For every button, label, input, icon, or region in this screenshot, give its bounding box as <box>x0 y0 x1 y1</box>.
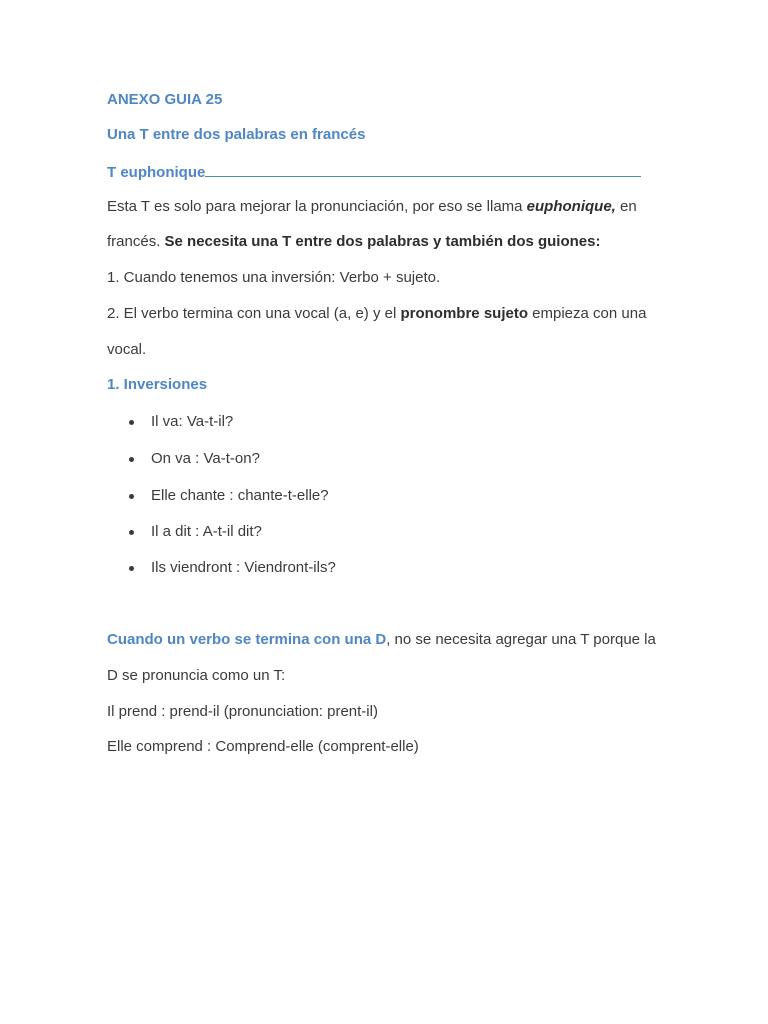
section-title-text: T euphonique <box>107 164 206 181</box>
list-item: On va : Va-t-on? <box>151 450 260 467</box>
intro-text-end: en <box>615 198 637 215</box>
bullet-icon <box>129 494 134 499</box>
inversions-title: 1. Inversiones <box>107 376 208 393</box>
rule-2 <box>107 305 646 323</box>
rule-2-text-end: empieza con una <box>528 305 647 322</box>
d-rule-highlight: Cuando un verbo se termina con una D <box>107 631 387 648</box>
intro-line-1 <box>107 198 637 216</box>
d-rule-line-2: D se pronuncia como un T: <box>107 667 286 684</box>
intro-line-2 <box>107 233 600 251</box>
annex-title: ANEXO GUIA 25 <box>107 91 223 108</box>
intro-text-2: francés. <box>107 233 165 250</box>
bullet-icon <box>129 566 134 571</box>
subtitle: Una T entre dos palabras en francés <box>107 126 366 143</box>
bullet-icon <box>129 420 134 425</box>
rule-1: 1. Cuando tenemos una inversión: Verbo + sujeto. <box>107 269 441 286</box>
list-item: Il va: Va-t-il? <box>151 413 234 430</box>
rule-2-bold: pronombre sujeto <box>400 305 528 322</box>
d-rule-example-2: Elle comprend : Comprend-elle (comprent-elle) <box>107 738 419 755</box>
list-item: Elle chante : chante-t-elle? <box>151 487 329 504</box>
intro-bold-statement: Se necesita una T entre dos palabras y también dos guiones: <box>164 233 601 250</box>
rule-2-text: 2. El verbo termina con una vocal (a, e) y el <box>107 305 401 322</box>
title-underline-rule <box>205 162 641 177</box>
section-title <box>107 162 641 182</box>
bullet-icon <box>129 457 134 462</box>
bullet-icon <box>129 530 134 535</box>
intro-text: Esta T es solo para mejorar la pronunciación, por eso se llama <box>107 198 527 215</box>
d-rule-example-1: Il prend : prend-il (pronunciation: prent-il) <box>107 703 378 720</box>
rule-2-continuation: vocal. <box>107 341 147 358</box>
intro-emphasis: euphonique, <box>526 198 616 215</box>
d-rule-line-1 <box>107 631 656 649</box>
list-item: Ils viendront : Viendront-ils? <box>151 559 336 576</box>
list-item: Il a dit : A-t-il dit? <box>151 523 262 540</box>
d-rule-text: , no se necesita agregar una T porque la <box>386 631 656 648</box>
